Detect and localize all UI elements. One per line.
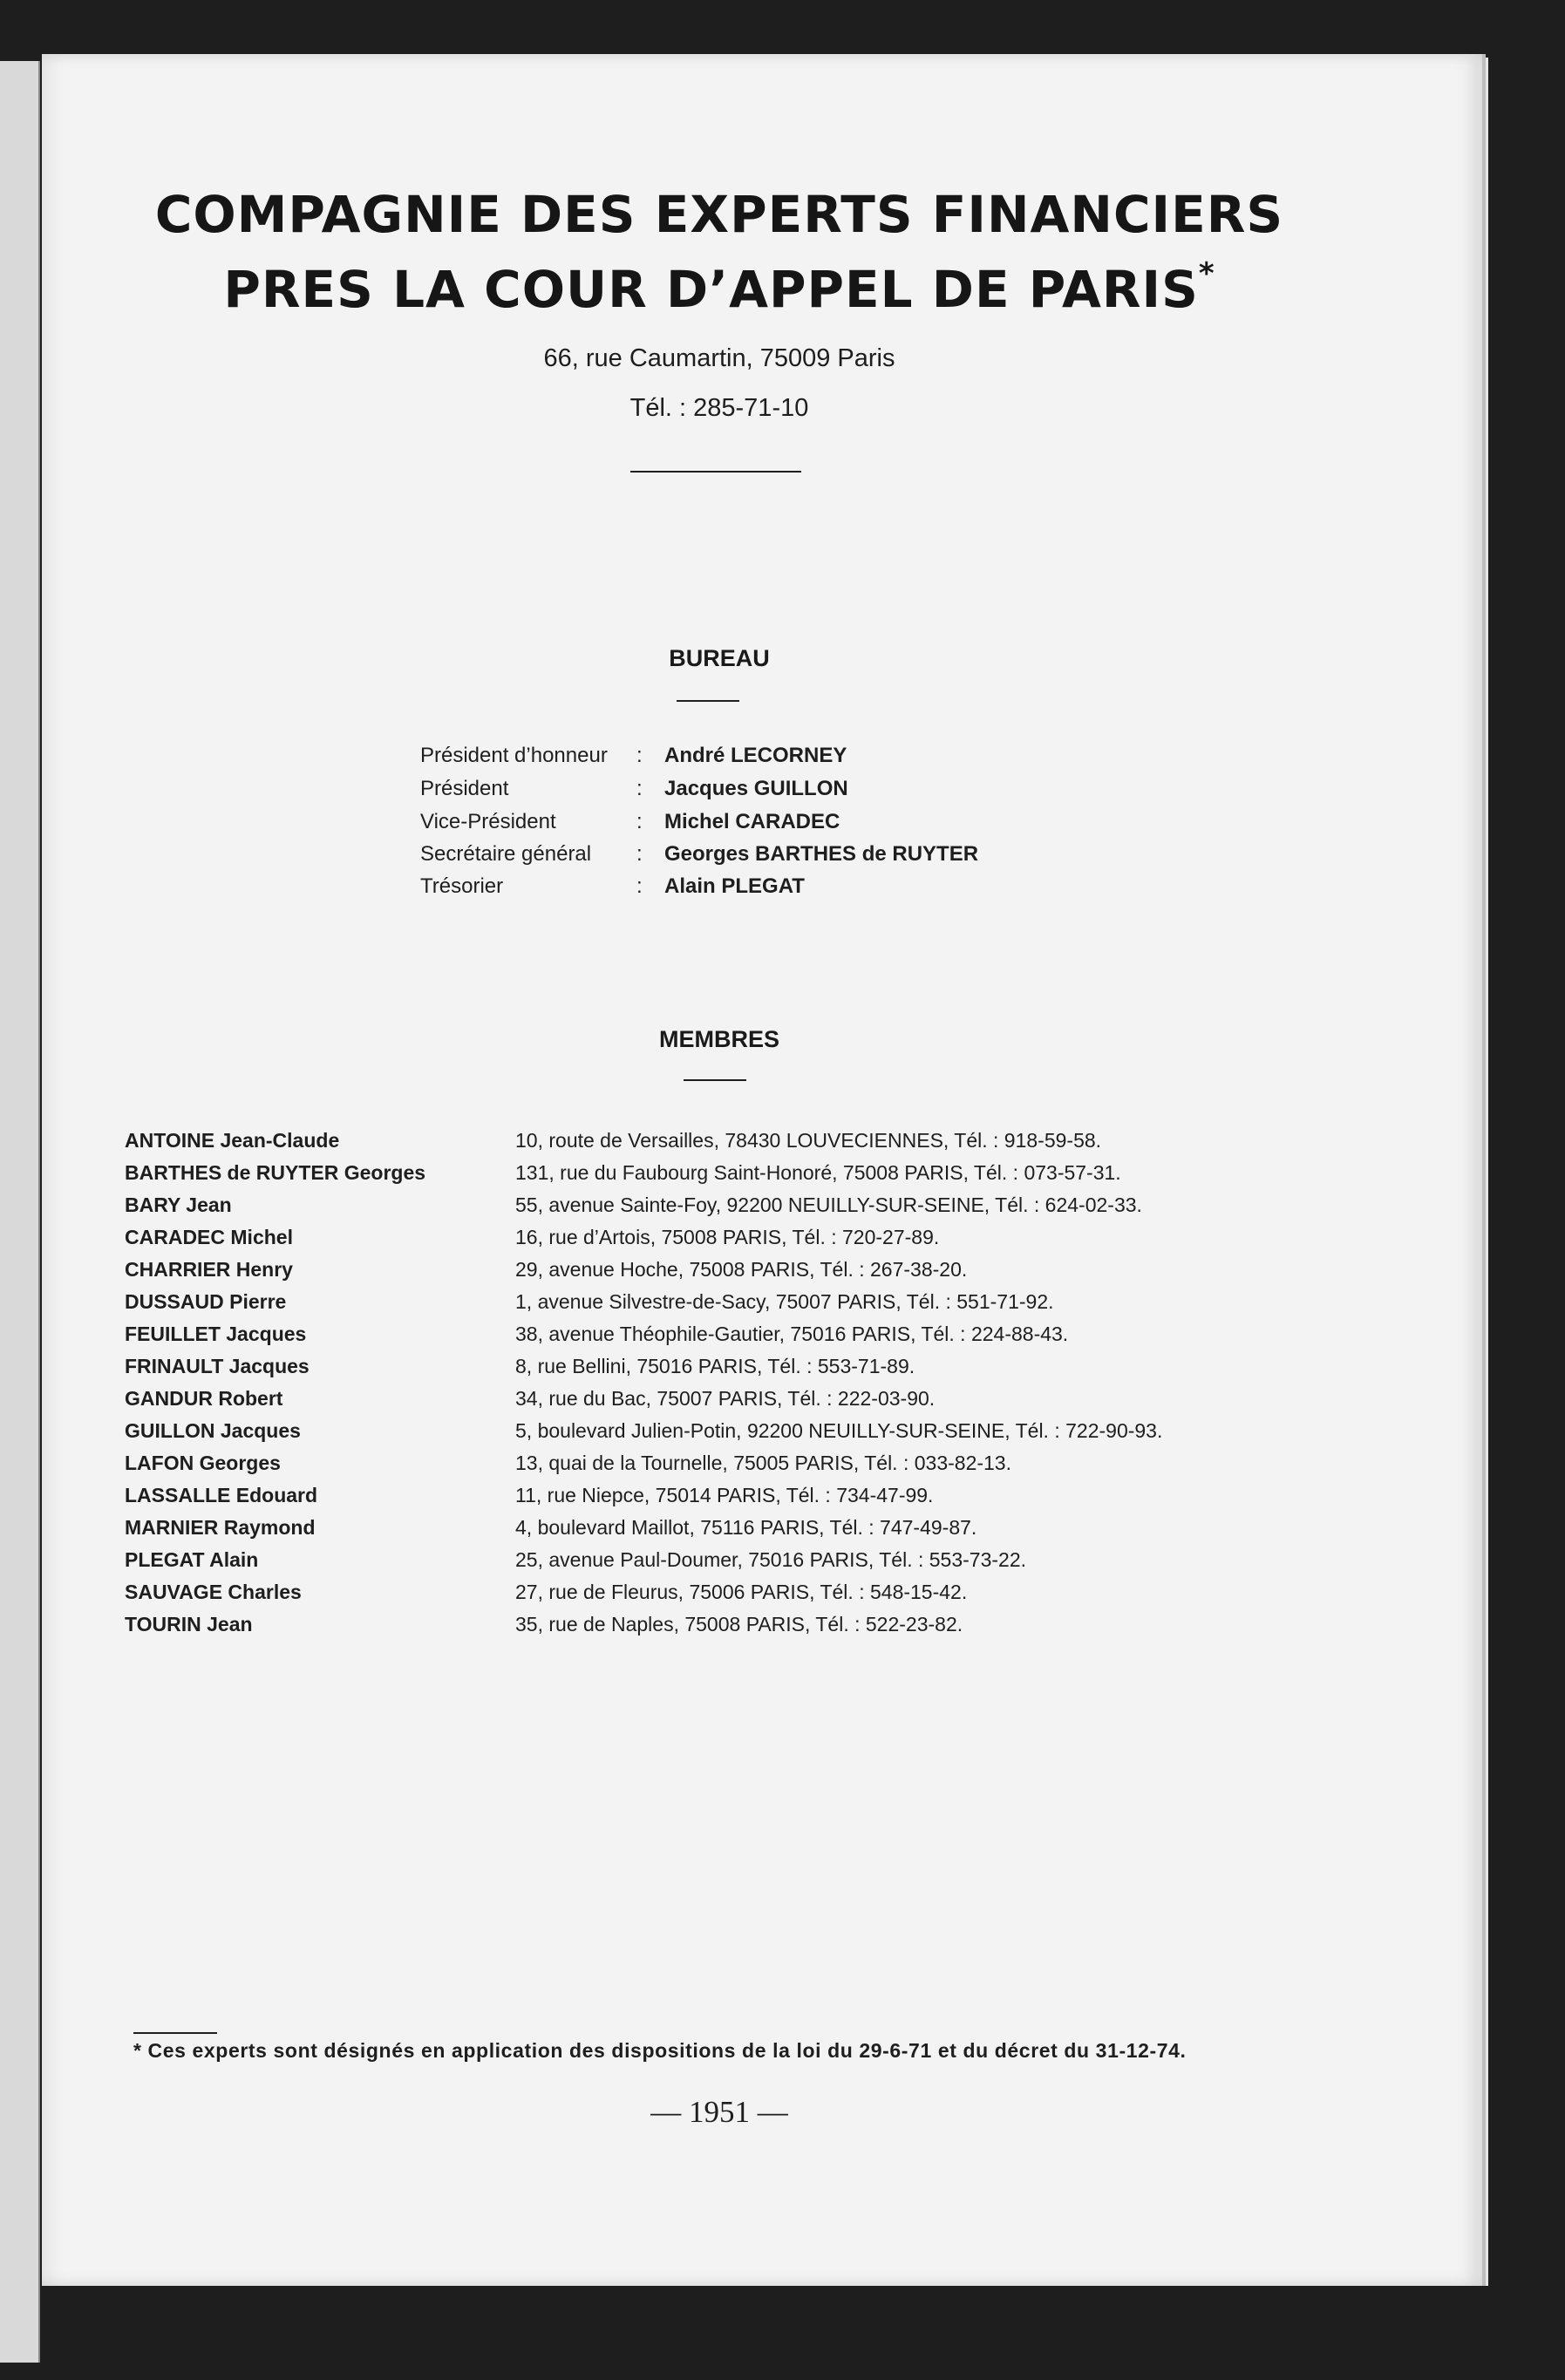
page-number: — 1951 — [650, 2095, 788, 2129]
member-name: BARY Jean [125, 1193, 232, 1216]
bureau-colon: : [636, 874, 643, 898]
member-name: ANTOINE Jean-Claude [125, 1129, 340, 1152]
member-address: 27, rue de Fleurus, 75006 PARIS, Tél. : 548-15-42. [515, 1581, 968, 1603]
member-address: 1, avenue Silvestre-de-Sacy, 75007 PARIS, Tél. : 551-71-92. [515, 1290, 1054, 1313]
title-line-2 [0, 256, 1439, 319]
membres-divider [684, 1079, 746, 1081]
member-address: 131, rue du Faubourg Saint-Honoré, 75008 PARIS, Tél. : 073-57-31. [515, 1161, 1121, 1184]
member-name: PLEGAT Alain [125, 1548, 259, 1571]
bureau-divider [677, 700, 739, 702]
member-name: LASSALLE Edouard [125, 1484, 318, 1506]
bureau-name: Jacques GUILLON [664, 777, 848, 800]
member-address: 4, boulevard Maillot, 75116 PARIS, Tél. : 747-49-87. [515, 1516, 977, 1539]
bureau-role: Vice-Président [420, 810, 556, 833]
member-address: 11, rue Niepce, 75014 PARIS, Tél. : 734-47-99. [515, 1484, 934, 1506]
member-address: 16, rue d’Artois, 75008 PARIS, Tél. : 720-27-89. [515, 1226, 940, 1248]
member-name: FRINAULT Jacques [125, 1355, 310, 1377]
member-address: 55, avenue Sainte-Foy, 92200 NEUILLY-SUR-SEINE, Tél. : 624-02-33. [515, 1193, 1142, 1216]
member-name: MARNIER Raymond [125, 1516, 316, 1539]
membres-heading: MEMBRES [658, 1026, 779, 1052]
footnote: * Ces experts sont désignés en application des dispositions de la loi du 29-6-71 et du décret du 31-12-74. [133, 2039, 1187, 2062]
member-address: 25, avenue Paul-Doumer, 75016 PARIS, Tél. : 553-73-22. [515, 1548, 1027, 1571]
member-address: 29, avenue Hoche, 75008 PARIS, Tél. : 267-38-20. [515, 1258, 968, 1281]
member-address: 5, boulevard Julien-Potin, 92200 NEUILLY-SUR-SEINE, Tél. : 722-90-93. [515, 1419, 1163, 1442]
member-name: FEUILLET Jacques [125, 1323, 307, 1345]
footnote-divider [133, 2032, 217, 2034]
bureau-role: Président d’honneur [420, 744, 608, 767]
bureau-heading: BUREAU [669, 645, 770, 671]
member-name: GUILLON Jacques [125, 1419, 301, 1442]
member-address: 38, avenue Théophile-Gautier, 75016 PARIS, Tél. : 224-88-43. [515, 1323, 1069, 1345]
member-name: CARADEC Michel [125, 1226, 293, 1248]
member-name: LAFON Georges [125, 1452, 281, 1474]
member-name: BARTHES de RUYTER Georges [125, 1161, 426, 1184]
bureau-name: Alain PLEGAT [664, 874, 805, 898]
member-address: 10, route de Versailles, 78430 LOUVECIENNES, Tél. : 918-59-58. [515, 1129, 1102, 1152]
bureau-colon: : [636, 777, 643, 800]
bureau-role: Secrétaire général [420, 842, 592, 866]
member-address: 34, rue du Bac, 75007 PARIS, Tél. : 222-03-90. [515, 1387, 936, 1410]
bureau-name: André LECORNEY [664, 744, 847, 767]
title-asterisk: * [1198, 256, 1215, 291]
member-name: SAUVAGE Charles [125, 1581, 302, 1603]
member-name: TOURIN Jean [125, 1613, 253, 1635]
bureau-colon: : [636, 744, 643, 767]
member-address: 35, rue de Naples, 75008 PARIS, Tél. : 522-23-82. [515, 1613, 963, 1635]
bureau-role: Trésorier [420, 874, 504, 898]
bureau-name: Georges BARTHES de RUYTER [664, 842, 979, 866]
title-line-1: COMPAGNIE DES EXPERTS FINANCIERS [154, 185, 1284, 244]
member-name: CHARRIER Henry [125, 1258, 293, 1281]
address: 66, rue Caumartin, 75009 Paris [543, 344, 895, 372]
bureau-colon: : [636, 842, 643, 866]
phone: Tél. : 285-71-10 [629, 394, 809, 422]
title-line-2-text: PRES LA COUR D’APPEL DE PARIS [223, 260, 1199, 319]
bureau-name: Michel CARADEC [664, 810, 840, 833]
member-address: 8, rue Bellini, 75016 PARIS, Tél. : 553-71-89. [515, 1355, 915, 1377]
bureau-colon: : [636, 810, 643, 833]
header-divider [630, 471, 801, 473]
member-name: DUSSAUD Pierre [125, 1290, 287, 1313]
bureau-role: Président [420, 777, 509, 800]
page-edge-inner [1486, 58, 1488, 2286]
member-address: 13, quai de la Tournelle, 75005 PARIS, Tél. : 033-82-13. [515, 1452, 1011, 1474]
member-name: GANDUR Robert [125, 1387, 283, 1410]
